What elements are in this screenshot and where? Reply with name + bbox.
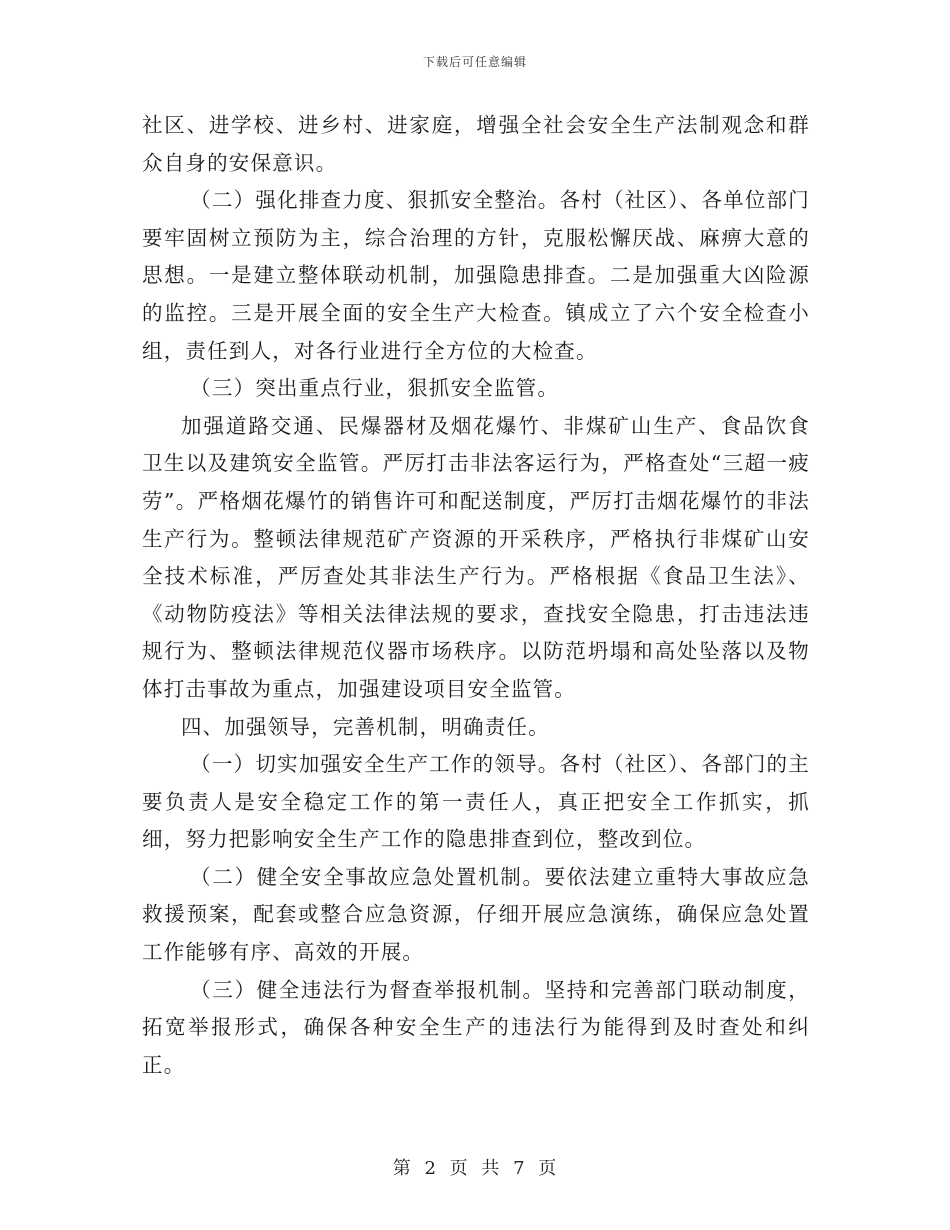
paragraph-part-4-item-1: （一）切实加强安全生产工作的领导。各村（社区）、各部门的主要负责人是安全稳定工作的第一责任人，真正把安全工作抓实，抓细，努力把影响安全生产工作的隐患排查到位，整改到位。 [142, 752, 810, 852]
paragraph-part-4-item-2: （二）健全安全事故应急处置机制。要依法建立重特大事故应急救援预案，配套或整合应急资源，仔细开展应急演练，确保应急处置工作能够有序、高效的开展。 [142, 864, 810, 965]
paragraph-continuation: 社区、进学校、进乡村、进家庭，增强全社会安全生产法制观念和群众自身的安保意识。 [142, 113, 810, 175]
paragraph-section-3-heading: （三）突出重点行业，狠抓安全监管。 [190, 376, 560, 401]
page-number: 第 2 页 共 7 页 [392, 1158, 558, 1179]
document-body [142, 107, 810, 1084]
paragraph-section-3-body: 加强道路交通、民爆器材及烟花爆竹、非煤矿山生产、食品饮食卫生以及建筑安全监管。严厉打击非法客运行为，严格查处“三超一疲劳”。严格烟花爆竹的销售许可和配送制度，严厉打击烟花爆竹的非法生产行为。整顿法律规范矿产资源的开采秩序，严格执行非煤矿山安全技术标准，严厉查处其非法生产行为。严格根据《食品卫生法》、《动物防疫法》等相关法律法规的要求，查找安全隐患，打击违法违规行为、整顿法律规范仪器市场秩序。以防范坍塌和高处坠落以及物体打击事故为重点，加强建设项目安全监管。 [142, 413, 810, 701]
page-header: 下载后可任意编辑 [422, 55, 527, 69]
paragraph-part-4-item-3: （三）健全违法行为督查举报机制。坚持和完善部门联动制度，拓宽举报形式，确保各种安全生产的违法行为能得到及时查处和纠正。 [142, 977, 810, 1077]
paragraph-section-2: （二）强化排查力度、狠抓安全整治。各村（社区）、各单位部门要牢固树立预防为主，综合治理的方针，克服松懈厌战、麻痹大意的思想。一是建立整体联动机制，加强隐患排查。二是加强重大凶险源的监控。三是开展全面的安全生产大检查。镇成立了六个安全检查小组，责任到人，对各行业进行全方位的大检查。 [142, 188, 810, 363]
heading-part-4: 四、加强领导，完善机制，明确责任。 [180, 714, 550, 739]
